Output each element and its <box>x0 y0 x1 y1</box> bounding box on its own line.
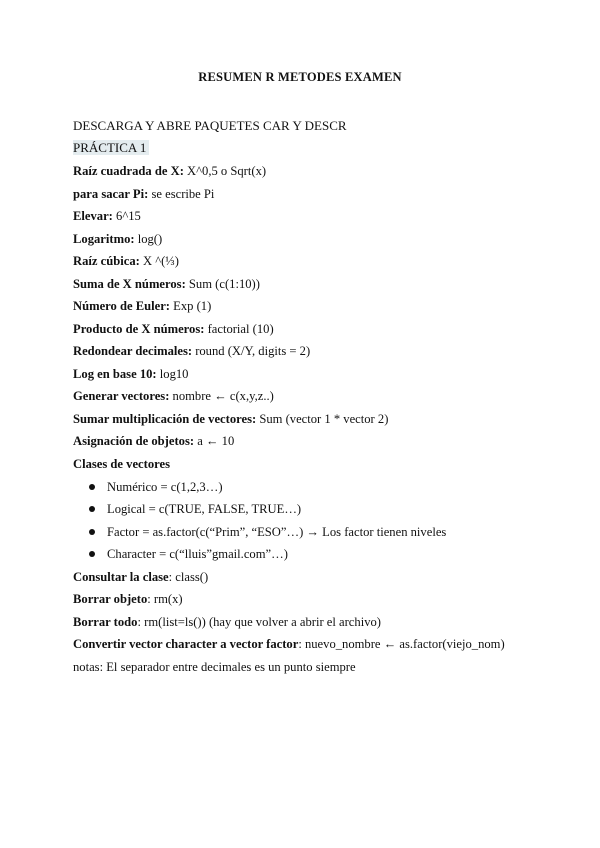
entry-label: Logaritmo: <box>73 232 135 246</box>
entry-value: Sum (c(1:10)) <box>185 277 260 291</box>
entry-label: Log en base 10: <box>73 367 157 381</box>
entry-value: : nuevo_nombre ← as.factor(viejo_nom) <box>298 637 505 651</box>
entry-line <box>73 321 274 337</box>
entry-line <box>73 366 188 382</box>
entry-value: X^0,5 o Sqrt(x) <box>183 164 267 178</box>
entry-label: para sacar Pi: <box>73 187 149 201</box>
list-item <box>89 501 301 517</box>
entry-line <box>73 388 274 404</box>
entry-line <box>73 163 266 179</box>
entry-label: Raíz cúbica: <box>73 254 140 268</box>
intro-line: DESCARGA Y ABRE PAQUETES CAR Y DESCR <box>73 118 347 133</box>
entry-value: factorial (10) <box>204 322 274 336</box>
entry-label: Elevar: <box>73 209 113 223</box>
entry-line <box>73 253 179 269</box>
entry-label: Convertir vector character a vector factor <box>73 637 299 651</box>
document-title: RESUMEN R METODES EXAMEN <box>198 70 402 84</box>
entry-label: Clases de vectores <box>73 457 170 471</box>
entry-line <box>73 276 260 292</box>
bullet-icon <box>89 484 95 490</box>
entry-value: X ^(⅓) <box>139 254 179 268</box>
entry-value: se escribe Pi <box>148 187 215 201</box>
entry-line <box>73 614 381 630</box>
entry-line <box>73 433 234 449</box>
entry-label: Consultar la clase <box>73 570 169 584</box>
entry-line <box>73 208 141 224</box>
list-item <box>89 524 446 540</box>
entry-value: a ← 10 <box>194 434 235 448</box>
bullet-icon <box>89 551 95 557</box>
entry-value: log10 <box>156 367 189 381</box>
entry-line <box>73 186 214 202</box>
bullet-icon <box>89 506 95 512</box>
list-item-text: Logical = c(TRUE, FALSE, TRUE…) <box>107 502 302 516</box>
entry-label: Producto de X números: <box>73 322 205 336</box>
entry-value: round (X/Y, digits = 2) <box>192 344 311 358</box>
list-item <box>89 546 288 562</box>
entry-label: Número de Euler: <box>73 299 171 313</box>
section-heading-text: PRÁCTICA 1 <box>73 140 149 155</box>
entry-label: Redondear decimales: <box>73 344 193 358</box>
entry-value: Sum (vector 1 * vector 2) <box>256 412 389 426</box>
entry-label: Generar vectores: <box>73 389 170 403</box>
bullet-icon <box>89 529 95 535</box>
entry-line <box>73 569 208 585</box>
note-line: notas: El separador entre decimales es un punto siempre <box>73 660 356 674</box>
entry-value: 6^15 <box>112 209 141 223</box>
entry-line <box>73 636 505 652</box>
entry-label: Borrar todo <box>73 615 138 629</box>
entry-label: Suma de X números: <box>73 277 186 291</box>
entry-label: Sumar multiplicación de vectores: <box>73 412 257 426</box>
entry-value: : rm(list=ls()) (hay que volver a abrir el archivo) <box>137 615 381 629</box>
list-item <box>89 479 223 495</box>
entry-line <box>73 411 388 427</box>
list-item-text: Numérico = c(1,2,3…) <box>107 480 223 494</box>
list-item-text: Factor = as.factor(c(“Prim”, “ESO”…) → Los factor tienen niveles <box>107 525 447 539</box>
section-heading <box>73 140 149 156</box>
entry-line <box>73 231 162 247</box>
entry-label: Asignación de objetos: <box>73 434 195 448</box>
entry-line <box>73 343 310 359</box>
entry-value: : class() <box>168 570 209 584</box>
entry-label: Raíz cuadrada de X: <box>73 164 184 178</box>
entry-value: log() <box>134 232 163 246</box>
entry-label: Borrar objeto <box>73 592 148 606</box>
entry-line <box>73 456 170 472</box>
list-item-text: Character = c(“lluis”gmail.com”…) <box>107 547 288 561</box>
entry-value: : rm(x) <box>147 592 183 606</box>
entry-value: Exp (1) <box>170 299 212 313</box>
entry-line <box>73 591 183 607</box>
entry-line <box>73 298 211 314</box>
entry-value: nombre ← c(x,y,z..) <box>169 389 274 403</box>
